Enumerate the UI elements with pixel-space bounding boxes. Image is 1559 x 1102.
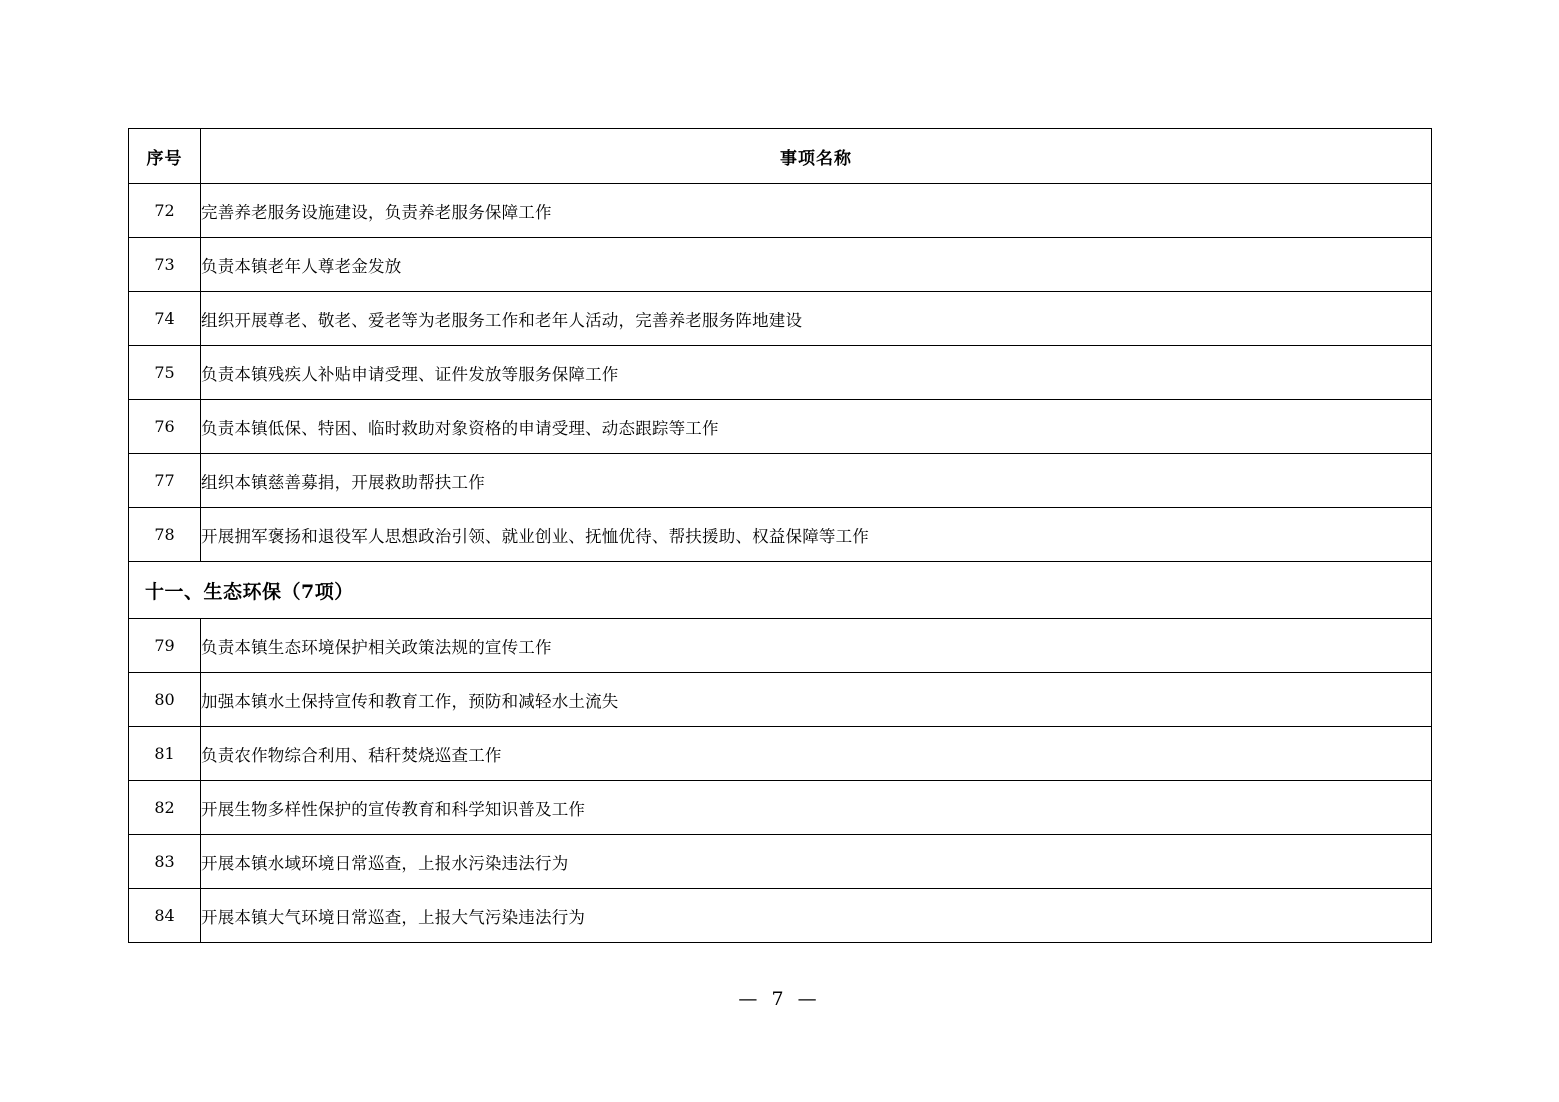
row-item-name: 负责本镇残疾人补贴申请受理、证件发放等服务保障工作 (201, 346, 1432, 400)
row-item-name: 开展生物多样性保护的宣传教育和科学知识普及工作 (201, 781, 1432, 835)
section-heading-row (129, 562, 1432, 619)
table-row (129, 508, 1432, 562)
table-row (129, 400, 1432, 454)
table-row (129, 835, 1432, 889)
row-item-name: 负责本镇老年人尊老金发放 (201, 238, 1432, 292)
row-number: 75 (129, 346, 201, 400)
table-row (129, 727, 1432, 781)
row-number: 79 (129, 619, 201, 673)
page-number: — 7 — (738, 988, 821, 1010)
row-item-name: 负责本镇低保、特困、临时救助对象资格的申请受理、动态跟踪等工作 (201, 400, 1432, 454)
column-header-name: 事项名称 (201, 129, 1432, 184)
items-table (128, 128, 1432, 943)
row-number: 84 (129, 889, 201, 943)
row-item-name: 开展本镇大气环境日常巡查，上报大气污染违法行为 (201, 889, 1432, 943)
table-row (129, 889, 1432, 943)
row-item-name: 组织开展尊老、敬老、爱老等为老服务工作和老年人活动，完善养老服务阵地建设 (201, 292, 1432, 346)
table-row (129, 238, 1432, 292)
table-header (129, 129, 1432, 184)
section-heading: 十一、生态环保（7项） (129, 562, 1432, 619)
table-body (129, 184, 1432, 943)
row-item-name: 负责农作物综合利用、秸秆焚烧巡查工作 (201, 727, 1432, 781)
table-row (129, 346, 1432, 400)
row-number: 80 (129, 673, 201, 727)
table-row (129, 184, 1432, 238)
row-number: 74 (129, 292, 201, 346)
table-row (129, 292, 1432, 346)
row-number: 77 (129, 454, 201, 508)
table-row (129, 619, 1432, 673)
row-item-name: 负责本镇生态环境保护相关政策法规的宣传工作 (201, 619, 1432, 673)
table-row (129, 781, 1432, 835)
row-number: 72 (129, 184, 201, 238)
row-number: 76 (129, 400, 201, 454)
row-item-name: 完善养老服务设施建设，负责养老服务保障工作 (201, 184, 1432, 238)
row-item-name: 加强本镇水土保持宣传和教育工作，预防和减轻水土流失 (201, 673, 1432, 727)
table-header-row (129, 129, 1432, 184)
row-item-name: 开展本镇水域环境日常巡查，上报水污染违法行为 (201, 835, 1432, 889)
table-row (129, 454, 1432, 508)
row-item-name: 开展拥军褒扬和退役军人思想政治引领、就业创业、抚恤优待、帮扶援助、权益保障等工作 (201, 508, 1432, 562)
row-number: 78 (129, 508, 201, 562)
row-number: 81 (129, 727, 201, 781)
row-item-name: 组织本镇慈善募捐，开展救助帮扶工作 (201, 454, 1432, 508)
row-number: 82 (129, 781, 201, 835)
column-header-no: 序号 (129, 129, 201, 184)
row-number: 73 (129, 238, 201, 292)
table-row (129, 673, 1432, 727)
row-number: 83 (129, 835, 201, 889)
